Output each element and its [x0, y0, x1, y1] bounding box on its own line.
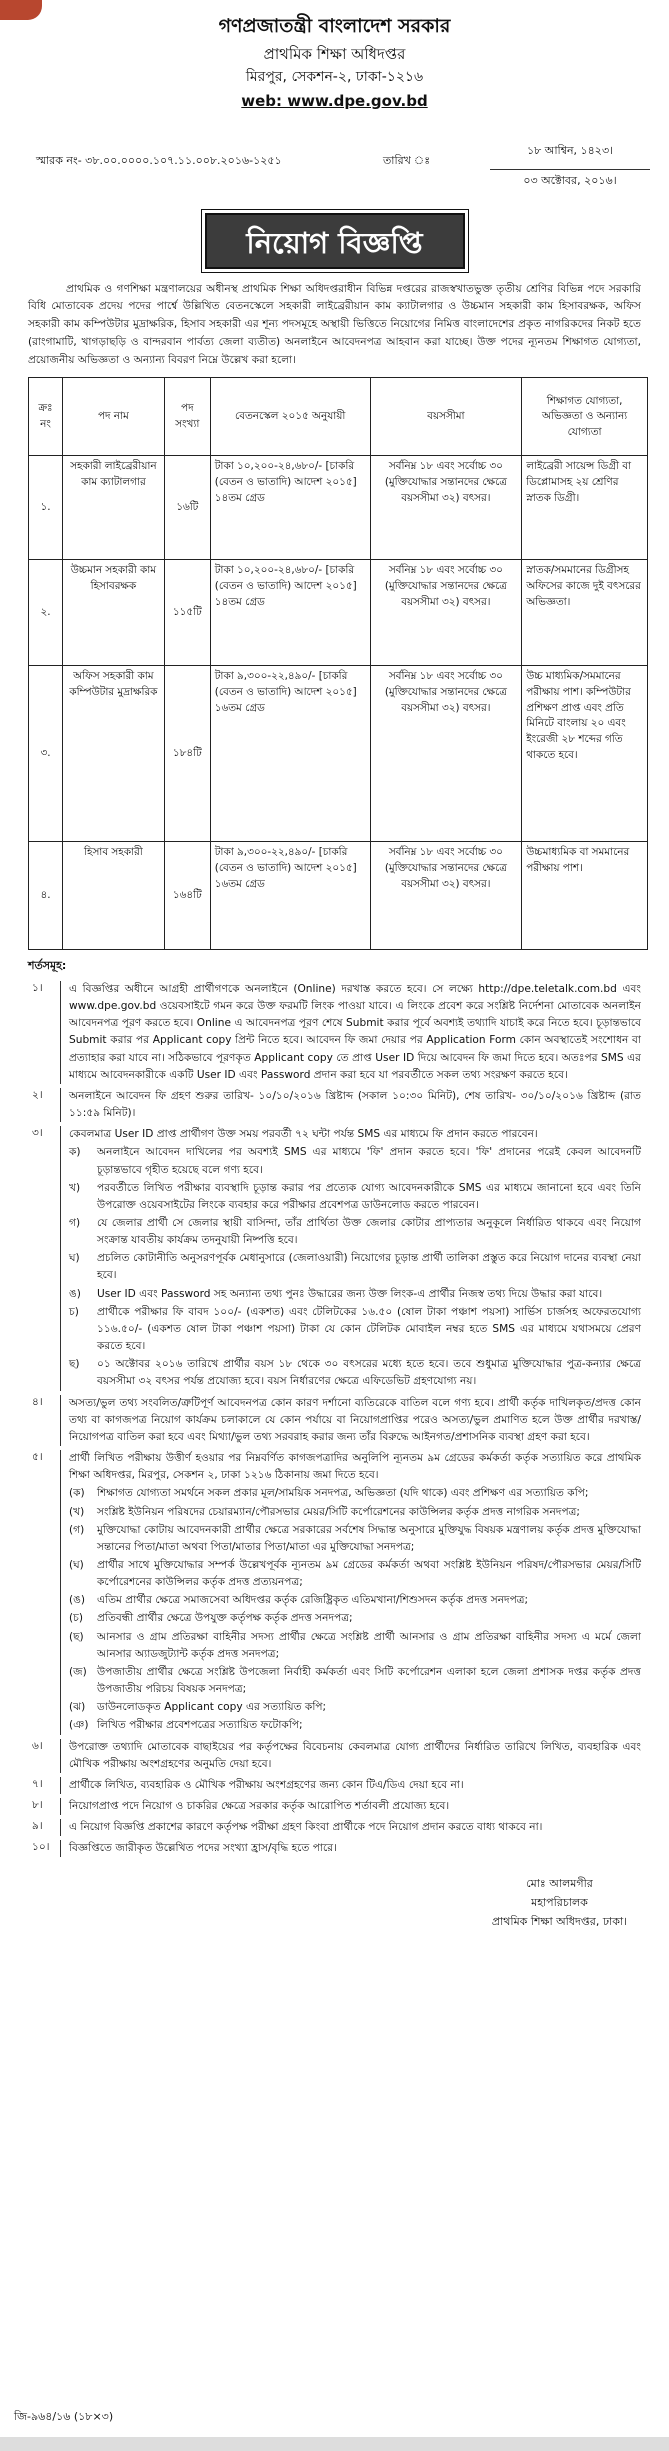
cell-qualification: স্নাতক/সমমানের ডিগ্রীসহ অফিসের কাজে দুই বৎসরের অভিজ্ঞতা। — [522, 560, 648, 666]
government-name: গণপ্রজাতন্ত্রী বাংলাদেশ সরকার — [218, 15, 451, 37]
signatory-office: প্রাথমিক শিক্ষা অধিদপ্তর, ঢাকা। — [491, 1914, 628, 1928]
subitem-text: মুক্তিযোদ্ধা কোটায় আবেদনকারী প্রার্থীর ক্ষেত্রে সরকারের সর্বশেষ সিদ্ধান্ত অনুসারে মুক্তিযুদ্ধ বিষয়ক মন্ত্রণালয় কর্তৃক প্রদত্ত মুক্তিযোদ্ধা সন্তানের পিতা/মাতা অথবা পিতা/মাতার পিতা/মাতা এর মুক্তিযোদ্ধা সনদপত্র; — [97, 1523, 641, 1553]
condition-body — [60, 1395, 641, 1446]
cell-count: ১৬টি — [164, 456, 210, 560]
cell-age: সর্বনিম্ন ১৮ এবং সর্বোচ্চ ৩০ (মুক্তিযোদ্ধার সন্তানদের ক্ষেত্রে বয়সসীমা ৩২) বৎসর। — [370, 842, 522, 950]
subitem-text: এতিম প্রার্থীর ক্ষেত্রে সমাজসেবা অধিদপ্তর কর্তৃক রেজিষ্ট্রিকৃত এতিমখানা/শিশুসদন কর্তৃক প্রদত্ত সনদপত্র; — [97, 1594, 529, 1607]
header-scale: বেতনস্কেল ২০১৫ অনুযায়ী — [210, 378, 370, 456]
condition-body — [60, 1450, 641, 1735]
cell-serial: ৩. — [29, 666, 63, 842]
subitem-text: প্রতিবন্ধী প্রার্থীর ক্ষেত্রে উপযুক্ত কর্তৃপক্ষ কর্তৃক প্রদত্ত সনদপত্র; — [97, 1612, 353, 1625]
table-header-row — [29, 378, 648, 456]
condition-item — [28, 1777, 641, 1794]
condition-number: ২। — [32, 1088, 43, 1101]
subitem-text: User ID এবং Password সহ অন্যান্য তথ্য পুনঃ উদ্ধারের জন্য উক্ত লিংক-এ প্রার্থীর নিজস্ব তথ্য দিয়ে উদ্ধার করা যাবে। — [97, 1287, 603, 1300]
conditions-list — [28, 981, 641, 1858]
subitem-number: (চ) — [69, 1612, 83, 1625]
condition-subitem — [69, 1180, 641, 1214]
subitem-number: (ঘ) — [69, 1558, 84, 1571]
cell-post: হিসাব সহকারী — [62, 842, 164, 950]
condition-item — [28, 1126, 641, 1390]
subitem-text: শিক্ষাগত যোগ্যতা সমর্থনে সকল প্রকার মূল/সাময়িক সনদপত্র, অভিজ্ঞতা (যদি থাকে) এবং প্রশিক্ষণ এর সত্যায়িত কপি; — [97, 1487, 589, 1500]
condition-body — [60, 1777, 641, 1794]
condition-number: ১। — [32, 981, 43, 994]
website-link[interactable]: web: www.dpe.gov.bd — [241, 92, 428, 110]
condition-subitem — [69, 1504, 641, 1521]
subitem-number: (ঞ) — [69, 1719, 89, 1732]
cell-serial: ১. — [29, 456, 63, 560]
condition-subitem — [69, 1144, 641, 1178]
condition-number: ৫। — [32, 1451, 43, 1464]
subitem-text: উপজাতীয় প্রার্থীর ক্ষেত্রে সংশ্লিষ্ট উপজেলা নির্বাহী কর্মকর্তা এবং সিটি কর্পোরেশন এলাকা হলে জেলা প্রশাসক দপ্তর কর্তৃক প্রদত্ত উপজাতীয় পরিচয় বিষয়ক সনদপত্র; — [97, 1665, 641, 1696]
cell-serial: ৪. — [29, 842, 63, 950]
subitem-text: প্রার্থীকে পরীক্ষার ফি বাবদ ১০০/- (একশত) এবং টেলিটকের ১৬.৫০ (ষোল টাকা পঞ্চাশ পয়সা) সার্ভিস চার্জসহ অফেরতযোগ্য ১১৬.৫০/- (একশত ষোল টাকা পঞ্চাশ পয়সা) টাকা যে কোন টেলিটক মোবাইল নম্বর হতে SMS এর মাধ্যমে যথাসময়ে প্রেরণ করতে হবে। — [97, 1305, 641, 1353]
signatory-name: মোঃ আলমগীর — [526, 1877, 593, 1891]
subitem-number: (খ) — [69, 1505, 85, 1518]
subitem-number: খ) — [69, 1181, 81, 1194]
intro-paragraph: প্রাথমিক ও গণশিক্ষা মন্ত্রণালয়ের অধীনস্থ প্রাথমিক শিক্ষা অধিদপ্তরাধীন বিভিন্ন দপ্তরের রাজস্বখাতভুক্ত তৃতীয় শ্রেণির বিভিন্ন পদে সরকারি বিধি মোতাবেক প্রদেয় পদের পার্শ্বে উল্লিখিত বেতনস্কেলে সহকারী লাইব্রেরীয়ান কাম ক্যাটালগার ও উচ্চমান সহকারী কাম হিসাবরক্ষক, অফিস সহকারী কাম কম্পিউটার মুদ্রাক্ষরিক, হিসাব সহকারী এর শূন্য পদসমূহে অস্থায়ী ভিত্তিতে নিয়োগের নিমিত্ত বাংলাদেশের প্রকৃত নাগরিকদের নিকট হতে (রাংগামাটি, খাগড়াছড়ি ও বান্দরবান পার্বত্য জেলা ব্যতীত) অনলাইনে আবেদনপত্র আহবান করা যাচ্ছে। উক্ত পদের ন্যূনতম শিক্ষাগত যোগ্যতা, প্রয়োজনীয় অভিজ্ঞতা ও অন্যান্য বিবরণ নিম্নে উল্লেখ করা হলো। — [28, 282, 641, 366]
condition-text: অনলাইনে আবেদন ফি গ্রহণ শুরুর তারিখ- ১০/১০/২০১৬ খ্রিষ্টাব্দ (সকাল ১০:৩০ মিনিট), শেষ তারিখ- ৩০/১০/২০১৬ খ্রিষ্টাব্দ (রাত ১১:৫৯ মিনিট)। — [69, 1089, 641, 1120]
bottom-strip — [0, 2437, 669, 2451]
footer-code: জি-৯৬৪/১৬ (১৮×৩) — [14, 2409, 114, 2423]
cell-count: ১৮৪টি — [164, 666, 210, 842]
condition-subitem — [69, 1522, 641, 1556]
cell-scale: টাকা ১০,২০০-২৪,৬৮০/- [চাকরি (বেতন ও ভাতাদি) আদেশ ২০১৫] ১৪তম গ্রেড — [210, 560, 370, 666]
cell-scale: টাকা ৯,৩০০-২২,৪৯০/- [চাকরি (বেতন ও ভাতাদি) আদেশ ২০১৫] ১৬তম গ্রেড — [210, 666, 370, 842]
condition-item — [28, 1395, 641, 1446]
condition-text: প্রার্থী লিখিত পরীক্ষায় উত্তীর্ণ হওয়ার পর নিম্নবর্ণিত কাগজপত্রাদির অনুলিপি ন্যূনতম ৯ম গ্রেডের কর্মকর্তা কর্তৃক সত্যায়িত করে প্রাথমিক শিক্ষা অধিদপ্তর, মিরপুর, সেকশন ২, ঢাকা ১২১৬ ঠিকানায় জমা দিতে হবে। — [69, 1452, 641, 1482]
subitem-text: অনলাইনে আবেদন দাখিলের পর অবশ্যই SMS এর মাধ্যমে 'ফি' প্রদান করতে হবে। 'ফি' প্রদানের পরেই কেবল আবেদনটি চূড়ান্তভাবে গৃহীত হয়েছে বলে গণ্য হবে। — [97, 1146, 641, 1176]
memo-line — [28, 143, 641, 199]
cell-qualification: উচ্চমাধ্যমিক বা সমমানের পরীক্ষায় পাশ। — [522, 842, 648, 950]
condition-subitem — [69, 1286, 641, 1303]
conditions-heading: শর্তসমূহ: — [28, 959, 67, 973]
subitem-number: (ঙ) — [69, 1594, 86, 1607]
condition-item — [28, 1088, 641, 1122]
emblem-logo — [0, 0, 42, 20]
subitem-number: (ছ) — [69, 1630, 84, 1643]
condition-number: ৭। — [32, 1777, 43, 1790]
subitem-number: চ) — [69, 1305, 79, 1318]
condition-item — [28, 1840, 641, 1857]
subitem-text: যে জেলার প্রার্থী সে জেলার স্থায়ী বাসিন্দা, তাঁর প্রার্থিতা উক্ত জেলার কোটার প্রাপ্যতার অনুকূলে নির্ধারিত থাকবে এবং নিয়োগ সংক্রান্ত যাবতীয় কার্যক্রম তদনুযায়ী নিষ্পত্তি হবে। — [97, 1217, 641, 1247]
table-row — [29, 560, 648, 666]
subitem-text: প্রচলিত কোটানীতি অনুসরণপূর্বক মেধানুসারে (জেলাওয়ারী) নিয়োগের চূড়ান্ত প্রার্থী তালিকা প্রস্তুত করে নিয়োগ দানের ব্যবস্থা নেয়া হবে। — [97, 1252, 641, 1282]
subitem-text: আনসার ও গ্রাম প্রতিরক্ষা বাহিনীর সদস্য প্রার্থীর ক্ষেত্রে সংশ্লিষ্ট প্রার্থী আনসার ও গ্রাম প্রতিরক্ষা বাহিনীর সদস্য এ মর্মে জেলা আনসার অ্যাডজুট্যান্ট কর্তৃক প্রদত্ত সনদপত্র; — [97, 1630, 641, 1660]
subitem-text: ডাউনলোডকৃত Applicant copy এর সত্যায়িত কপি; — [97, 1701, 327, 1714]
subitem-text: প্রার্থীর সাথে মুক্তিযোদ্ধার সম্পর্ক উল্লেখপূর্বক ন্যূনতম ৯ম গ্রেডের কর্মকর্তা অথবা সংশ্লিষ্ট ইউনিয়ন পরিষদ/পৌরসভার মেয়র/সিটি কর্পোরেশনের কাউন্সিলর কর্তৃক প্রদত্ত প্রত্যয়নপত্র; — [97, 1558, 641, 1589]
condition-subitem — [69, 1215, 641, 1249]
header — [28, 12, 641, 113]
cell-age: সর্বনিম্ন ১৮ এবং সর্বোচ্চ ৩০ (মুক্তিযোদ্ধার সন্তানদের ক্ষেত্রে বয়সসীমা ৩২) বৎসর। — [370, 560, 522, 666]
condition-body — [60, 1819, 641, 1836]
subitem-number: ছ) — [69, 1358, 80, 1371]
table-row — [29, 842, 648, 950]
condition-text: এ নিয়োগ বিজ্ঞপ্তি প্রকাশের কারণে কর্তৃপক্ষ পরীক্ষা গ্রহণ কিংবা প্রার্থীকে পদে নিয়োগ প্রদান করতে বাধ্য থাকবে না। — [69, 1821, 543, 1834]
subitem-number: (গ) — [69, 1523, 85, 1536]
cell-scale: টাকা ৯,৩০০-২২,৪৯০/- [চাকরি (বেতন ও ভাতাদি) আদেশ ২০১৫] ১৬তম গ্রেড — [210, 842, 370, 950]
condition-text: উপরোক্ত তথ্যাদি মোতাবেক বাছাইয়ের পর কর্তৃপক্ষের বিবেচনায় কেবলমাত্র যোগ্য প্রার্থীদের নির্ধারিত তারিখে লিখিত, ব্যবহারিক এবং মৌখিক পরীক্ষায় অংশগ্রহণের অনুমতি দেয়া হবে। — [69, 1740, 641, 1770]
condition-item — [28, 1798, 641, 1815]
header-post: পদ নাম — [62, 378, 164, 456]
condition-item — [28, 1819, 641, 1836]
signatory-designation: মহাপরিচালক — [531, 1896, 588, 1910]
subitem-number: ক) — [69, 1146, 81, 1159]
cell-post: উচ্চমান সহকারী কাম হিসাবরক্ষক — [62, 560, 164, 666]
cell-serial: ২. — [29, 560, 63, 666]
condition-body — [60, 1126, 641, 1390]
cell-count: ১১৫টি — [164, 560, 210, 666]
condition-subitem — [69, 1717, 641, 1734]
condition-number: ৪। — [32, 1395, 43, 1408]
posts-table — [28, 377, 648, 950]
condition-text: নিয়োগপ্রাপ্ত পদে নিয়োগ ও চাকরির ক্ষেত্রে সরকার কর্তৃক আরোপিত শর্তাবলী প্রযোজ্য হবে। — [69, 1800, 450, 1813]
cell-post: অফিস সহকারী কাম কম্পিউটার মুদ্রাক্ষরিক — [62, 666, 164, 842]
condition-subitem — [69, 1304, 641, 1355]
condition-body — [60, 1798, 641, 1815]
department-name: প্রাথমিক শিক্ষা অধিদপ্তর — [263, 44, 406, 63]
condition-text: প্রার্থীকে লিখিত, ব্যবহারিক ও মৌখিক পরীক্ষায় অংশগ্রহণের জন্য কোন টিএ/ডিএ দেয়া হবে না। — [69, 1778, 464, 1791]
condition-body — [60, 1739, 641, 1773]
condition-subitem — [69, 1557, 641, 1591]
office-address: মিরপুর, সেকশন-২, ঢাকা-১২১৬ — [245, 69, 424, 85]
cell-post: সহকারী লাইব্রেরীয়ান কাম ক্যাটালগার — [62, 456, 164, 560]
subitem-text: ০১ অক্টোবর ২০১৬ তারিখে প্রার্থীর বয়স ১৮ থেকে ৩০ বৎসরের মধ্যে হতে হবে। তবে শুধুমাত্র মুক্তিযোদ্ধার পুত্র-কন্যার ক্ষেত্রে বয়সসীমা ৩২ বৎসর পর্যন্ত প্রযোজ্য হবে। বয়স নির্ধারণের ক্ষেত্রে এফিডেভিট গ্রহণযোগ্য নয়। — [97, 1358, 641, 1388]
condition-item — [28, 1450, 641, 1735]
header-qualification: শিক্ষাগত যোগ্যতা, অভিজ্ঞতা ও অন্যান্য যোগ্যতা — [522, 378, 648, 456]
date-bangla: ১৮ আশ্বিন, ১৪২৩। — [526, 143, 614, 157]
condition-number: ৯। — [32, 1820, 43, 1833]
condition-subitem — [69, 1592, 641, 1609]
cell-count: ১৬৪টি — [164, 842, 210, 950]
condition-item — [28, 981, 641, 1084]
date-label: তারিখ ঃ — [383, 153, 431, 167]
table-row — [29, 666, 648, 842]
subitem-text: সংশ্লিষ্ট ইউনিয়ন পরিষদের চেয়ারম্যান/পৌরসভার মেয়র/সিটি কর্পোরেশনের কাউন্সিলর কর্তৃক প্রদত্ত নাগরিক সনদপত্র; — [97, 1505, 580, 1518]
condition-subitem — [69, 1610, 641, 1627]
cell-age: সর্বনিম্ন ১৮ এবং সর্বোচ্চ ৩০ (মুক্তিযোদ্ধার সন্তানদের ক্ষেত্রে বয়সসীমা ৩২) বৎসর। — [370, 666, 522, 842]
condition-number: ১০। — [32, 1841, 50, 1854]
subitem-text: লিখিত পরীক্ষার প্রবেশপত্রের সত্যায়িত ফটোকপি; — [97, 1719, 303, 1732]
subitem-number: (ক) — [69, 1487, 85, 1500]
cell-qualification: উচ্চ মাধ্যমিক/সমমানের পরীক্ষায় পাশ। কম্পিউটার প্রশিক্ষণ প্রাপ্ত এবং প্রতি মিনিটে বাংলায় ২০ এবং ইংরেজী ২৮ শব্দের গতি থাকতে হবে। — [522, 666, 648, 842]
condition-text: কেবলমাত্র User ID প্রাপ্ত প্রার্থীগণ উক্ত সময় পরবর্তী ৭২ ঘন্টা পর্যন্ত SMS এর মাধ্যমে ফি প্রদান করতে পারবেন। — [69, 1128, 538, 1141]
condition-number: ৬। — [32, 1739, 43, 1752]
notice-title: নিয়োগ বিজ্ঞপ্তি — [205, 213, 465, 269]
header-count: পদ সংখ্যা — [164, 378, 210, 456]
subitem-number: ঘ) — [69, 1252, 80, 1265]
condition-subitem — [69, 1356, 641, 1390]
signature-block — [478, 1875, 641, 1931]
cell-age: সর্বনিম্ন ১৮ এবং সর্বোচ্চ ৩০ (মুক্তিযোদ্ধার সন্তানদের ক্ষেত্রে বয়সসীমা ৩২) বৎসর। — [370, 456, 522, 560]
memo-reference: স্মারক নং- ৩৮.০০.০০০০.১০৭.১১.০০৮.২০১৬-১২৫১ — [36, 153, 282, 167]
condition-item — [28, 1739, 641, 1773]
date-english: ০৩ অক্টোবর, ২০১৬। — [490, 169, 650, 190]
condition-subitem — [69, 1699, 641, 1716]
condition-body — [60, 1840, 641, 1857]
condition-number: ৩। — [32, 1127, 43, 1140]
condition-text: অসত্য/ভুল তথ্য সংবলিত/ত্রুটিপূর্ণ আবেদনপত্র কোন কারণ দর্শানো ব্যতিরেকে বাতিল বলে গণ্য হবে। প্রার্থী কর্তৃক দাখিলকৃত/প্রদত্ত কোন তথ্য বা কাগজপত্র নিয়োগ কার্যক্রম চলাকালে যে কোন পর্যায়ে বা নিয়োগপ্রাপ্তির পরেও অসত্য/ভুল প্রমাণিত হলে উক্ত প্রার্থীর দরখাস্ত/নিয়োগপত্র বাতিল করা হবে এবং মিথ্যা/ভুল তথ্য সরবরাহ করার জন্য তাঁর বিরুদ্ধে আইনগত/প্রশাসনিক ব্যবস্থা গ্রহণ করা হবে। — [69, 1396, 641, 1443]
condition-text: বিজ্ঞপ্তিতে জারীকৃত উল্লেখিত পদের সংখ্যা হ্রাস/বৃদ্ধি হতে পারে। — [69, 1842, 337, 1855]
subitem-text: পরবর্তীতে লিখিত পরীক্ষার ব্যবস্থাদি চূড়ান্ত করার পর প্রত্যেক যোগ্য আবেদনকারীকে SMS এর মাধ্যমে জানানো হবে এবং তিনি উপরোক্ত ওয়েবসাইটের লিংকে ব্যবহার করে পরীক্ষার প্রবেশপত্র ডাউনলোড করতে পারবেন। — [97, 1181, 641, 1211]
header-age: বয়সসীমা — [370, 378, 522, 456]
cell-qualification: লাইব্রেরী সায়েন্স ডিগ্রী বা ডিপ্লোমাসহ ২য় শ্রেণির স্নাতক ডিগ্রী। — [522, 456, 648, 560]
condition-subitem — [69, 1485, 641, 1502]
table-row — [29, 456, 648, 560]
condition-subitem — [69, 1664, 641, 1698]
cell-scale: টাকা ১০,২০০-২৪,৬৮০/- [চাকরি (বেতন ও ভাতাদি) আদেশ ২০১৫] ১৪তম গ্রেড — [210, 456, 370, 560]
condition-subitem — [69, 1250, 641, 1284]
condition-subitem — [69, 1629, 641, 1663]
condition-text: এ বিজ্ঞপ্তির অধীনে আগ্রহী প্রার্থীগণকে অনলাইনে (Online) দরখাস্ত করতে হবে। সে লক্ষ্যে http://dpe.teletalk.com.bd এবং www.dpe.gov.bd ওয়েবসাইটে গমন করে উক্ত ফরমটি লিংক পাওয়া যাবে। এ লিংকে প্রবেশ করে সংশ্লিষ্ট নির্দেশনা মোতাবেক অনলাইন আবেদনপত্র পূরণ করতে হবে। Online এ আবেদনপত্র পূরণ শেষে Submit করার পূর্বে অবশ্যই তথ্যাদি যাচাই করে নিতে হবে। চূড়ান্তভাবে Submit করার পর Applicant copy প্রিন্ট নিতে হবে। আবেদন ফি জমা দেয়ার পর Application Form কোন অবস্থাতেই সংশোধন বা প্রত্যাহার করা যাবে না। সঠিকভাবে পূরণকৃত Applicant copy তে প্রাপ্ত User ID দিয়ে আবেদন ফি জমা দিতে হবে। অতঃপর SMS এর মাধ্যমে আবেদনকারীকে একটি User ID এবং Password প্রদান করা হবে যা পরবর্তীতে সকল তথ্য সংরক্ষণ করতে হবে। — [69, 982, 641, 1081]
condition-body — [60, 1088, 641, 1122]
subitem-number: ঙ) — [69, 1287, 81, 1300]
header-serial: ক্রঃ নং — [29, 378, 63, 456]
subitem-number: (জ) — [69, 1665, 87, 1678]
condition-number: ৮। — [32, 1799, 43, 1812]
subitem-number: (ঝ) — [69, 1701, 86, 1714]
condition-body — [60, 981, 641, 1084]
subitem-number: গ) — [69, 1217, 81, 1230]
